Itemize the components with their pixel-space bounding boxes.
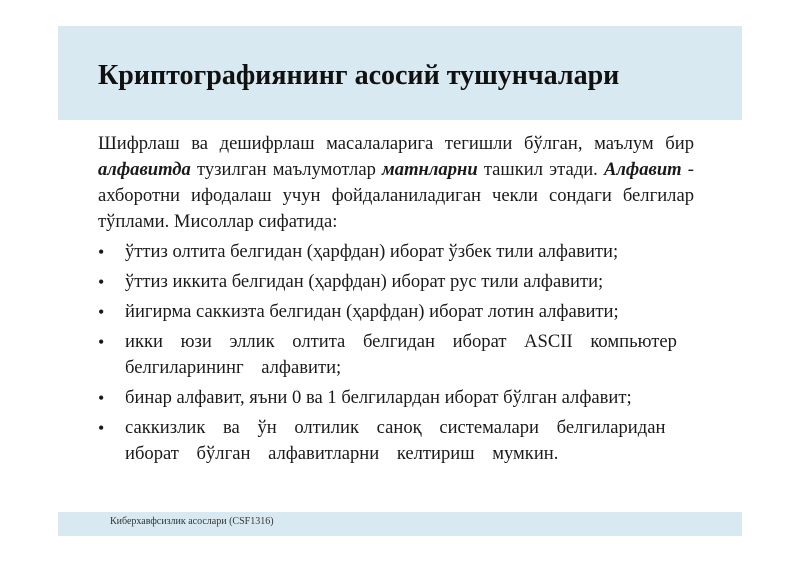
list-item xyxy=(98,239,694,265)
bullet-icon: • xyxy=(98,272,105,292)
list-item xyxy=(98,385,694,411)
bullet-icon: • xyxy=(98,242,105,262)
footer-course-label: Киберхавфсизлик асослари (CSF1316) xyxy=(110,516,274,527)
intro-text-3: ташкил этади. xyxy=(477,159,604,180)
term-alphabet: Алфавит xyxy=(603,159,682,180)
list-item-text: йигирма саккизта белгидан (ҳарфдан) иборат лотин алфавити; xyxy=(125,301,619,322)
list-item-text: бинар алфавит, яъни 0 ва 1 белгилардан иборат бўлган алфавит; xyxy=(125,387,632,408)
list-item xyxy=(98,269,694,295)
intro-text-4: - ахборотни ифодалаш учун фойдаланиладиган чекли сондаги белгилар тўплами. Мисоллар сифатида: xyxy=(98,159,694,232)
list-item-text: ўттиз олтита белгидан (ҳарфдан) иборат ўзбек тили алфавити; xyxy=(125,241,619,262)
list-item xyxy=(98,329,694,381)
list-item-text: саккизлик ва ўн олтилик саноқ системалари белгиларидан иборат бўлган алфавитларни келтириш мумкин. xyxy=(125,417,666,464)
list-item-text: икки юзи эллик олтита белгидан иборат ASCII компьютер белгиларининг алфавити; xyxy=(125,331,677,378)
intro-text-2: тузилган маълумотлар xyxy=(190,159,383,180)
term-alphabet-in: алфавитда xyxy=(98,159,191,180)
list-item xyxy=(98,415,694,467)
intro-paragraph xyxy=(98,131,694,235)
list-item xyxy=(98,299,694,325)
intro-text-1: Шифрлаш ва дешифрлаш масалаларига тегишли бўлган, маълум бир xyxy=(98,133,694,154)
bullet-icon: • xyxy=(98,418,105,438)
bullet-icon: • xyxy=(98,302,105,322)
list-item-text: ўттиз иккита белгидан (ҳарфдан) иборат рус тили алфавити; xyxy=(125,271,604,292)
bullet-icon: • xyxy=(98,332,105,352)
slide-body xyxy=(98,131,694,467)
slide-title: Криптографиянинг асосий тушунчалари xyxy=(98,60,620,91)
bullet-icon: • xyxy=(98,388,105,408)
examples-list xyxy=(98,239,694,467)
term-texts: матнларни xyxy=(382,159,478,180)
